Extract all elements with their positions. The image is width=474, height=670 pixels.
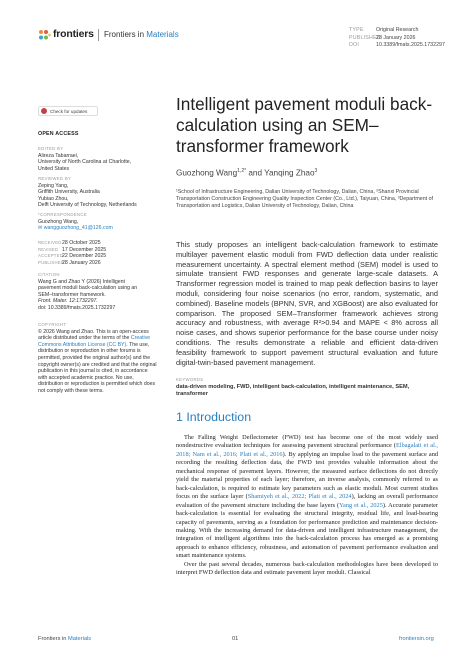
reviewed-by-block: REVIEWED BY Zeping Yang, Griffith University, Australia Yubiao Zhou, Delft University of Technology, Netherlands	[38, 176, 137, 209]
paragraph: Over the past several decades, numerous back-calculation methodologies have been developed to interpret FWD deflection data and estimate pavement layer moduli. Classical	[176, 560, 438, 577]
meta-doi: DOI 10.3389/fmats.2025.1732297	[349, 42, 445, 49]
journal-name[interactable]: Frontiers in Materials	[104, 30, 179, 39]
dates-block: RECEIVED28 October 2025 REVISED 17 December 2025 ACCEPTED22 December 2025 PUBLISHED28 January 2026	[38, 240, 107, 266]
update-badge-icon	[41, 108, 47, 114]
section-heading: 1 Introduction	[176, 410, 252, 424]
footer-site-link[interactable]: frontiersin.org	[399, 636, 434, 642]
frontiers-logo-icon	[38, 29, 51, 42]
affiliations: ¹School of Infrastructure Engineering, Dalian University of Technology, Dalian, China, ²Shanxi Provincial Transportation Construction Engineering Quality Inspection Center (Co., Ltd.), Taiyuan, China, ³Department of Transportation and Logistics, Dalian University of Technology, Dalian, China	[176, 189, 434, 210]
publisher-logo-text: frontiers	[53, 28, 94, 40]
abstract: This study proposes an intelligent back-calculation framework to estimate multilayer pavement elastic moduli from FWD deflection data under realistic measurement uncertainty. A spectral element method (SEM) model is used to simulate transient FWD responses and generate large-scale datasets. A Transformer regression model is trained to map peak deflection basins to layer moduli, considering four noise scenarios (no error, random, systematic, and combined). Baseline models (BPNN, SVR, and XGBoost) are also evaluated for comparison. The proposed SEM–Transformer framework achieves strong accuracy and robustness, with average R²>0.94 and MAPE < 8% across all noise cases, and shows superior performance for the base course under noisy conditions. The results demonstrate a reliable and efficient data-driven feasibility framework to support pavement structural evaluation and future digital-twin-based pavement management.	[176, 240, 438, 367]
open-access-label: OPEN ACCESS	[38, 131, 79, 137]
article-title: Intelligent pavement moduli back-calculation using an SEM–transformer framework	[176, 94, 433, 156]
page-number: 01	[232, 636, 239, 642]
footer-journal: Frontiers in Materials	[38, 636, 92, 642]
citation-block: CITATION Wang G and Zhao Y (2026) Intelligent pavement moduli back-calculation using an SEM–transformer framework. Front. Mater. 12:1732297. doi: 10.3389/fmats.2025.1732297	[38, 272, 138, 311]
copyright-block: COPYRIGHT © 2026 Wang and Zhao. This is an open-access article distributed under the terms of the Creative Commons Attribution License (CC BY). The use, distribution or reproduction in other forums is permitted, provided the original author(s) and the copyright owner(s) are credited and that the original publication in this journal is cited, in accordance with accepted academic practice. No use, distribution or reproduction is permitted which does not comply with these terms.	[38, 322, 157, 394]
author-name[interactable]: Yanqing Zhao	[264, 168, 315, 178]
article-meta	[349, 27, 445, 50]
header-divider	[98, 29, 99, 41]
paragraph-text: ), lacking an overall performance evaluation of the pavement structure including the base layers (	[176, 493, 438, 509]
meta-type: TYPE Original Research	[349, 27, 419, 33]
correspondence-block: *CORRESPONDENCE Guozhong Wang, ✉ wangguozhong_41@126.com	[38, 212, 158, 232]
author-list: Guozhong Wang$^{1,2*}$ and Yanqing Zhao$^3$	[176, 168, 318, 178]
keywords: data-driven modeling, FWD, intelligent back-calculation, intelligent maintenance, SEM, transformer	[176, 384, 410, 398]
citation-link[interactable]: Shamiyeh et al., 2022; Plati et al., 2024	[247, 493, 352, 501]
cc-by-license-link[interactable]: Creative Commons Attribution License (CC BY)	[38, 335, 151, 348]
paragraph-text: ). By applying an impulse load to the pavement surface and recording the resulting deflection data, the FWD test provides valuable information about the mechanical response of pavement layers. However, the measured surface deflections do not directly yield the material properties of each layer; therefore, an inverse analysis, commonly referred to as back-calculation, is required to estimate key parameters such as elastic moduli. Most current studies focus on the surface layer (	[176, 450, 438, 501]
paragraph-text: The Falling Weight Deflectometer (FWD) test has become one of the most widely used nondestructive evaluation techniques for assessing pavement structural performance (	[176, 434, 438, 450]
edited-by-block: EDITED BY Alireza Tabarraei, University of North Carolina at Charlotte, United States	[38, 146, 132, 172]
paragraph-text: ). Accurate parameter back-calculation is essential for evaluating the structural integrity, residual life, and load-bearing capacity of pavements, serving as a foundation for performance prediction and maintenance decision-making. With the increasing demand for data-driven and intelligent infrastructure management, the integration of intelligent algorithms into the back-calculation process has emerged as a promising approach to enhance efficiency, robustness, and automation of pavement performance evaluation and smart maintenance systems.	[176, 501, 438, 560]
introduction-body	[176, 434, 438, 578]
citation-link[interactable]: Elbagalati et al., 2018; Nam et al., 2016; Plati et al., 2016	[176, 442, 438, 458]
keywords-label: KEYWORDS	[176, 377, 204, 382]
author-name[interactable]: Guozhong Wang	[176, 168, 238, 178]
paragraph	[176, 434, 438, 561]
citation-link[interactable]: Yang et al., 2025	[339, 501, 383, 509]
correspondence-email-link[interactable]: ✉ wangguozhong_41@126.com	[38, 225, 113, 232]
meta-published: PUBLISHED28 January 2026	[349, 34, 416, 41]
check-for-updates-button[interactable]: Check for updates	[38, 106, 98, 116]
